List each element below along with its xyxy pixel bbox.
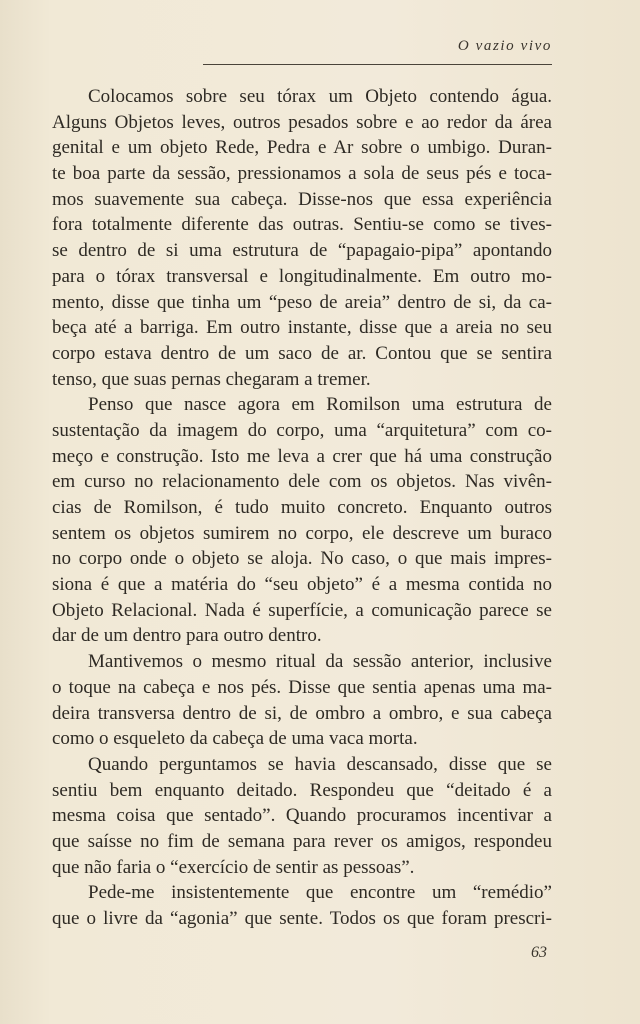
text-line: corpo estava dentro de um saco de ar. Contou que se sentira (52, 342, 552, 364)
text-line: genital e um objeto Rede, Pedra e Ar sobre o umbigo. Duran- (52, 137, 552, 159)
text-line: que saísse no fim de semana para rever os amigos, respondeu (52, 830, 552, 852)
paragraph (52, 752, 552, 880)
text-line: cias de Romilson, é tudo muito concreto. Enquanto outros (52, 497, 552, 518)
text-line: o toque na cabeça e nos pés. Disse que sentia apenas uma ma- (52, 676, 552, 698)
text-line: que o livre da “agonia” que sente. Todos os que foram prescri- (52, 908, 552, 929)
paragraph (52, 392, 552, 649)
page-number: 63 (531, 944, 547, 961)
text-line: como o esqueleto da cabeça de uma vaca morta. (52, 728, 418, 750)
header-rule (203, 64, 552, 65)
text-line: mento, disse que tinha um “peso de areia” dentro de si, da ca- (52, 291, 552, 313)
text-line: fora totalmente diferente das outras. Sentiu-se como se tives- (52, 214, 552, 236)
text-line: deira transversa dentro de si, de ombro a ombro, e sua cabeça (52, 702, 552, 724)
text-line: Quando perguntamos se havia descansado, disse que se (88, 753, 552, 775)
text-line: siona é que a matéria do “seu objeto” é a mesma contida no (52, 574, 552, 596)
paragraph (52, 84, 552, 392)
body-text (52, 84, 552, 932)
text-line: se dentro de si uma estrutura de “papagaio-pipa” apontando (52, 240, 552, 262)
text-line: beça até a barriga. Em outro instante, disse que a areia no seu (52, 317, 552, 339)
text-line: para o tórax transversal e longitudinalmente. Em outro mo- (52, 265, 552, 287)
paragraph (52, 649, 552, 752)
text-line: em curso no relacionamento dele com os objetos. Nas vivên- (52, 471, 552, 493)
text-line: mos suavemente sua cabeça. Disse-nos que essa experiência (52, 188, 552, 210)
text-line: tenso, que suas pernas chegaram a tremer. (52, 368, 371, 390)
text-line: Colocamos sobre seu tórax um Objeto contendo água. (88, 86, 552, 107)
text-line: Penso que nasce agora em Romilson uma estrutura de (88, 394, 552, 416)
text-line: no corpo onde o objeto se aloja. No caso, o que mais impres- (52, 548, 552, 570)
running-head: O vazio vivo (457, 38, 552, 54)
text-line: que não faria o “exercício de sentir as pessoas”. (52, 856, 415, 878)
text-line: meço e construção. Isto me leva a crer que há uma construção (52, 445, 552, 467)
text-line: sentem os objetos sumirem no corpo, ele descreve um buraco (52, 522, 552, 544)
text-line: sustentação da imagem do corpo, uma “arquitetura” com co- (52, 419, 552, 441)
text-line: Pede-me insistentemente que encontre um “remédio” (88, 882, 552, 904)
paragraph (52, 880, 552, 931)
text-line: sentiu bem enquanto deitado. Respondeu que “deitado é a (52, 779, 552, 801)
text-line: te boa parte da sessão, pressionamos a sola de seus pés e toca- (52, 163, 552, 185)
text-line: Alguns Objetos leves, outros pesados sobre e ao redor da área (52, 111, 552, 133)
text-line: mesma coisa que sentado”. Quando procuramos incentivar a (52, 805, 552, 827)
text-line: Objeto Relacional. Nada é superfície, a comunicação parece se (52, 599, 552, 621)
text-line: Mantivemos o mesmo ritual da sessão anterior, inclusive (88, 651, 552, 673)
text-line: dar de um dentro para outro dentro. (52, 625, 322, 647)
